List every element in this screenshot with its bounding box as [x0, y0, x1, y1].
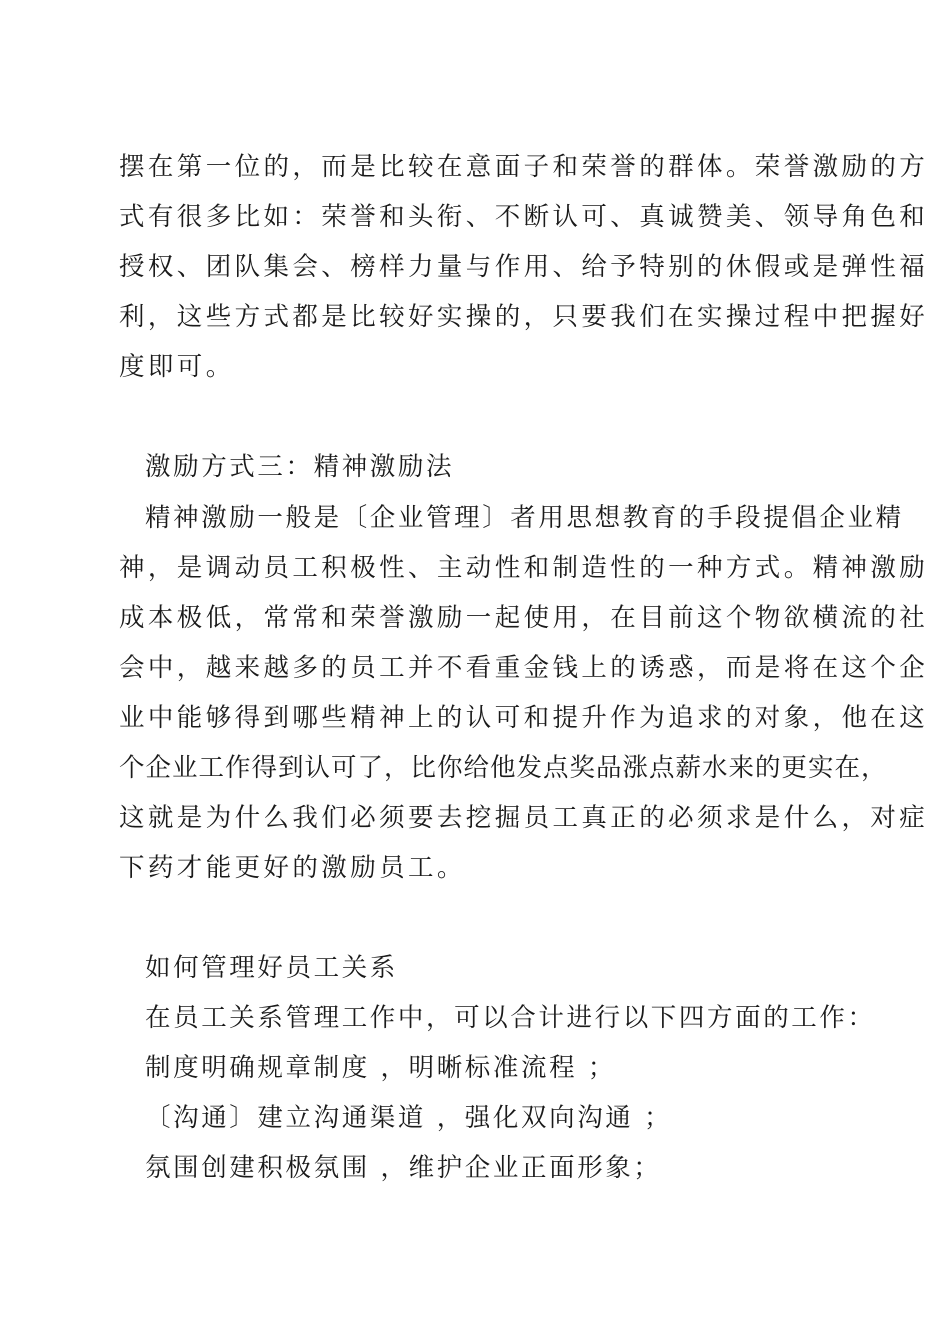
- paragraph1-line-4: 利，这些方式都是比较好实操的，只要我们在实操过程中把握好: [119, 302, 929, 332]
- section3-line-7: 这就是为什么我们必须要去挖掘员工真正的必须求是什么，对症: [119, 803, 929, 833]
- paragraph1-line-5: 度即可。: [119, 352, 235, 382]
- section4-item-2: 〔沟通〕建立沟通渠道 ，强化双向沟通 ；: [145, 1103, 673, 1133]
- section4-intro: 在员工关系管理工作中，可以合计进行以下四方面的工作：: [145, 1003, 876, 1033]
- section3-line-3: 成本极低，常常和荣誉激励一起使用，在目前这个物欲横流的社: [119, 603, 929, 633]
- section3-line-5: 业中能够得到哪些精神上的认可和提升作为追求的对象，他在这: [119, 703, 929, 733]
- section3-line-1: 精神激励一般是〔企业管理〕者用思想教育的手段提倡企业精: [145, 503, 904, 533]
- section3-line-2: 神，是调动员工积极性、主动性和制造性的一种方式。精神激励: [119, 553, 929, 583]
- paragraph1-line-3: 授权、团队集会、榜样力量与作用、给予特别的休假或是弹性福: [119, 252, 929, 282]
- section3-line-8: 下药才能更好的激励员工。: [119, 853, 466, 883]
- section3-heading: 激励方式三：精神激励法: [145, 452, 455, 482]
- section4-item-3: 氛围创建积极氛围 ，维护企业正面形象；: [145, 1153, 662, 1183]
- paragraph1-line-2: 式有很多比如：荣誉和头衔、不断认可、真诚赞美、领导角色和: [119, 202, 929, 232]
- section4-heading: 如何管理好员工关系: [145, 953, 398, 983]
- section4-item-1: 制度明确规章制度 ，明晰标准流程 ；: [145, 1053, 617, 1083]
- paragraph1-line-1: 摆在第一位的，而是比较在意面子和荣誉的群体。荣誉激励的方: [119, 152, 929, 182]
- section3-line-4: 会中，越来越多的员工并不看重金钱上的诱惑，而是将在这个企: [119, 653, 929, 683]
- section3-line-6: 个企业工作得到认可了，比你给他发点奖品涨点薪水来的更实在，: [119, 753, 888, 783]
